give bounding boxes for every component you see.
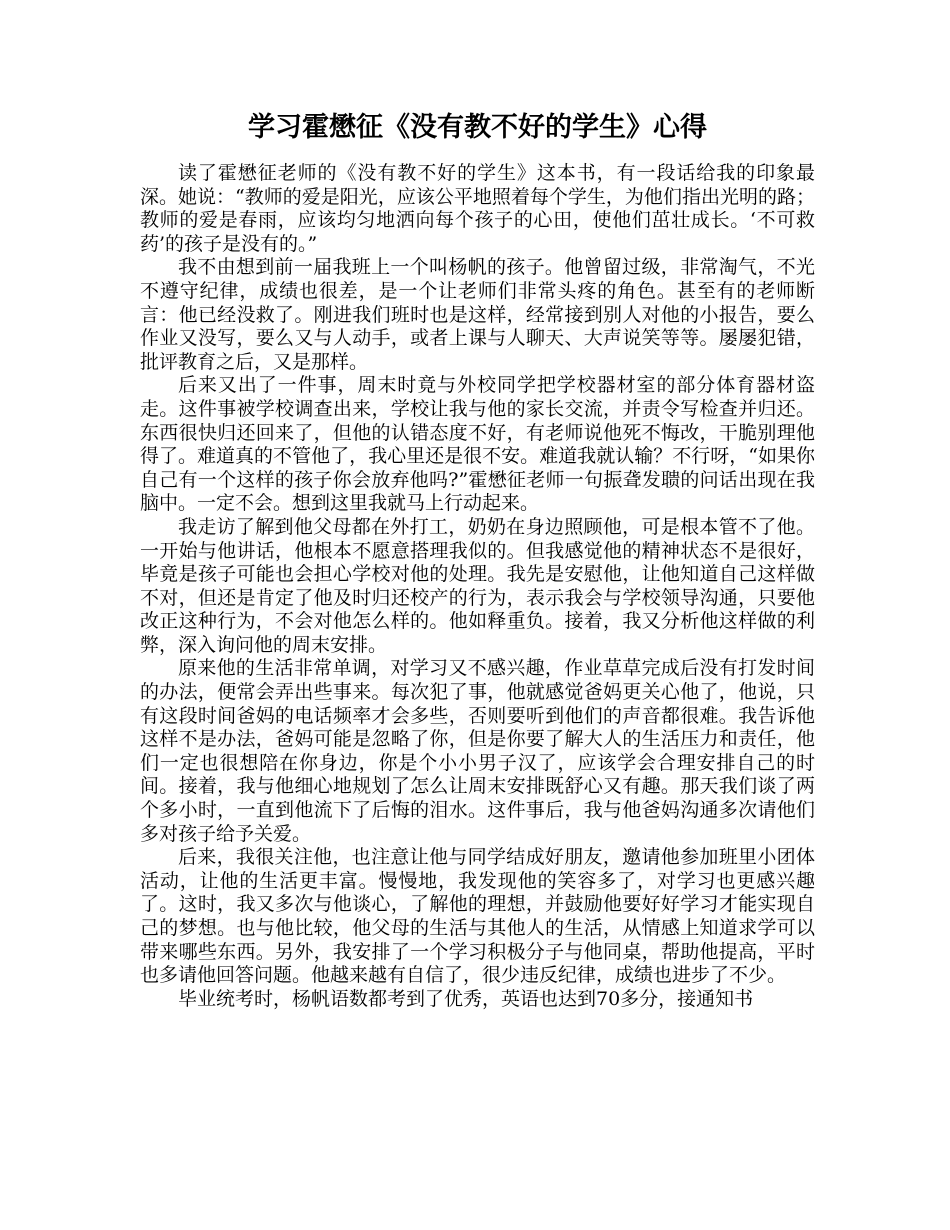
paragraph-5: 原来他的生活非常单调，对学习又不感兴趣，作业草草完成后没有打发时间的办法，便常会弄出些事来。每次犯了事，他就感觉爸妈更关心他了，他说，只有这段时间爸妈的电话频率才会多些，否则要听到他们的声音都很难。我告诉他这样不是办法，爸妈可能是忽略了你，但是你要了解大人的生活压力和责任，他们一定也很想陪在你身边，你是个小小男子汉了，应该学会合理安排自己的时间。接着，我与他细心地规划了怎么让周末安排既舒心又有趣。那天我们谈了两个多小时，一直到他流下了后悔的泪水。这件事后，我与他爸妈沟通多次请他们多对孩子给予关爱。 [140, 657, 815, 845]
paragraph-3: 后来又出了一件事，周末时竟与外校同学把学校器材室的部分体育器材盗走。这件事被学校调查出来，学校让我与他的家长交流，并责令写检查并归还。东西很快归还回来了，但他的认错态度不好，有老师说他死不悔改，干脆别理他得了。难道真的不管他了，我心里还是很不安。难道我就认输？不行呀，“如果你自己有一个这样的孩子你会放弃他吗?”霍懋征老师一句振聋发聩的问话出现在我脑中。一定不会。想到这里我就马上行动起来。 [140, 374, 815, 515]
paragraph-1: 读了霍懋征老师的《没有教不好的学生》这本书，有一段话给我的印象最深。她说：“教师的爱是阳光，应该公平地照着每个学生，为他们指出光明的路；教师的爱是春雨，应该均匀地洒向每个孩子的心田，使他们茁壮成长。‘不可救药’的孩子是没有的。” [140, 162, 815, 255]
document-page [140, 108, 815, 1011]
paragraph-2: 我不由想到前一届我班上一个叫杨帆的孩子。他曾留过级，非常淘气，不光不遵守纪律，成绩也很差，是一个让老师们非常头疼的角色。甚至有的老师断言：他已经没救了。刚进我们班时也是这样，经常接到别人对他的小报告，要么作业又没写，要么又与人动手，或者上课与人聊天、大声说笑等等。屡屡犯错，批评教育之后，又是那样。 [140, 256, 815, 373]
paragraph-4: 我走访了解到他父母都在外打工，奶奶在身边照顾他，可是根本管不了他。一开始与他讲话，他根本不愿意搭理我似的。但我感觉他的精神状态不是很好，毕竟是孩子可能也会担心学校对他的处理。我先是安慰他，让他知道自己这样做不对，但还是肯定了他及时归还校产的行为，表示我会与学校领导沟通，只要他改正这种行为，不会对他怎么样的。他如释重负。接着，我又分析他这样做的利弊，深入询问他的周末安排。 [140, 515, 815, 656]
paragraph-6: 后来，我很关注他，也注意让他与同学结成好朋友，邀请他参加班里小团体活动，让他的生活更丰富。慢慢地，我发现他的笑容多了，对学习也更感兴趣了。这时，我又多次与他谈心，了解他的理想，并鼓励他要好好学习才能实现自己的梦想。也与他比较，他父母的生活与其他人的生活，从情感上知道求学可以带来哪些东西。另外，我安排了一个学习积极分子与他同桌，帮助他提高，平时也多请他回答问题。他越来越有自信了，很少违反纪律，成绩也进步了不少。 [140, 846, 815, 987]
document-title: 学习霍懋征《没有教不好的学生》心得 [248, 112, 707, 143]
paragraph-7: 毕业统考时，杨帆语数都考到了优秀，英语也达到70多分，接通知书 [178, 987, 754, 1010]
